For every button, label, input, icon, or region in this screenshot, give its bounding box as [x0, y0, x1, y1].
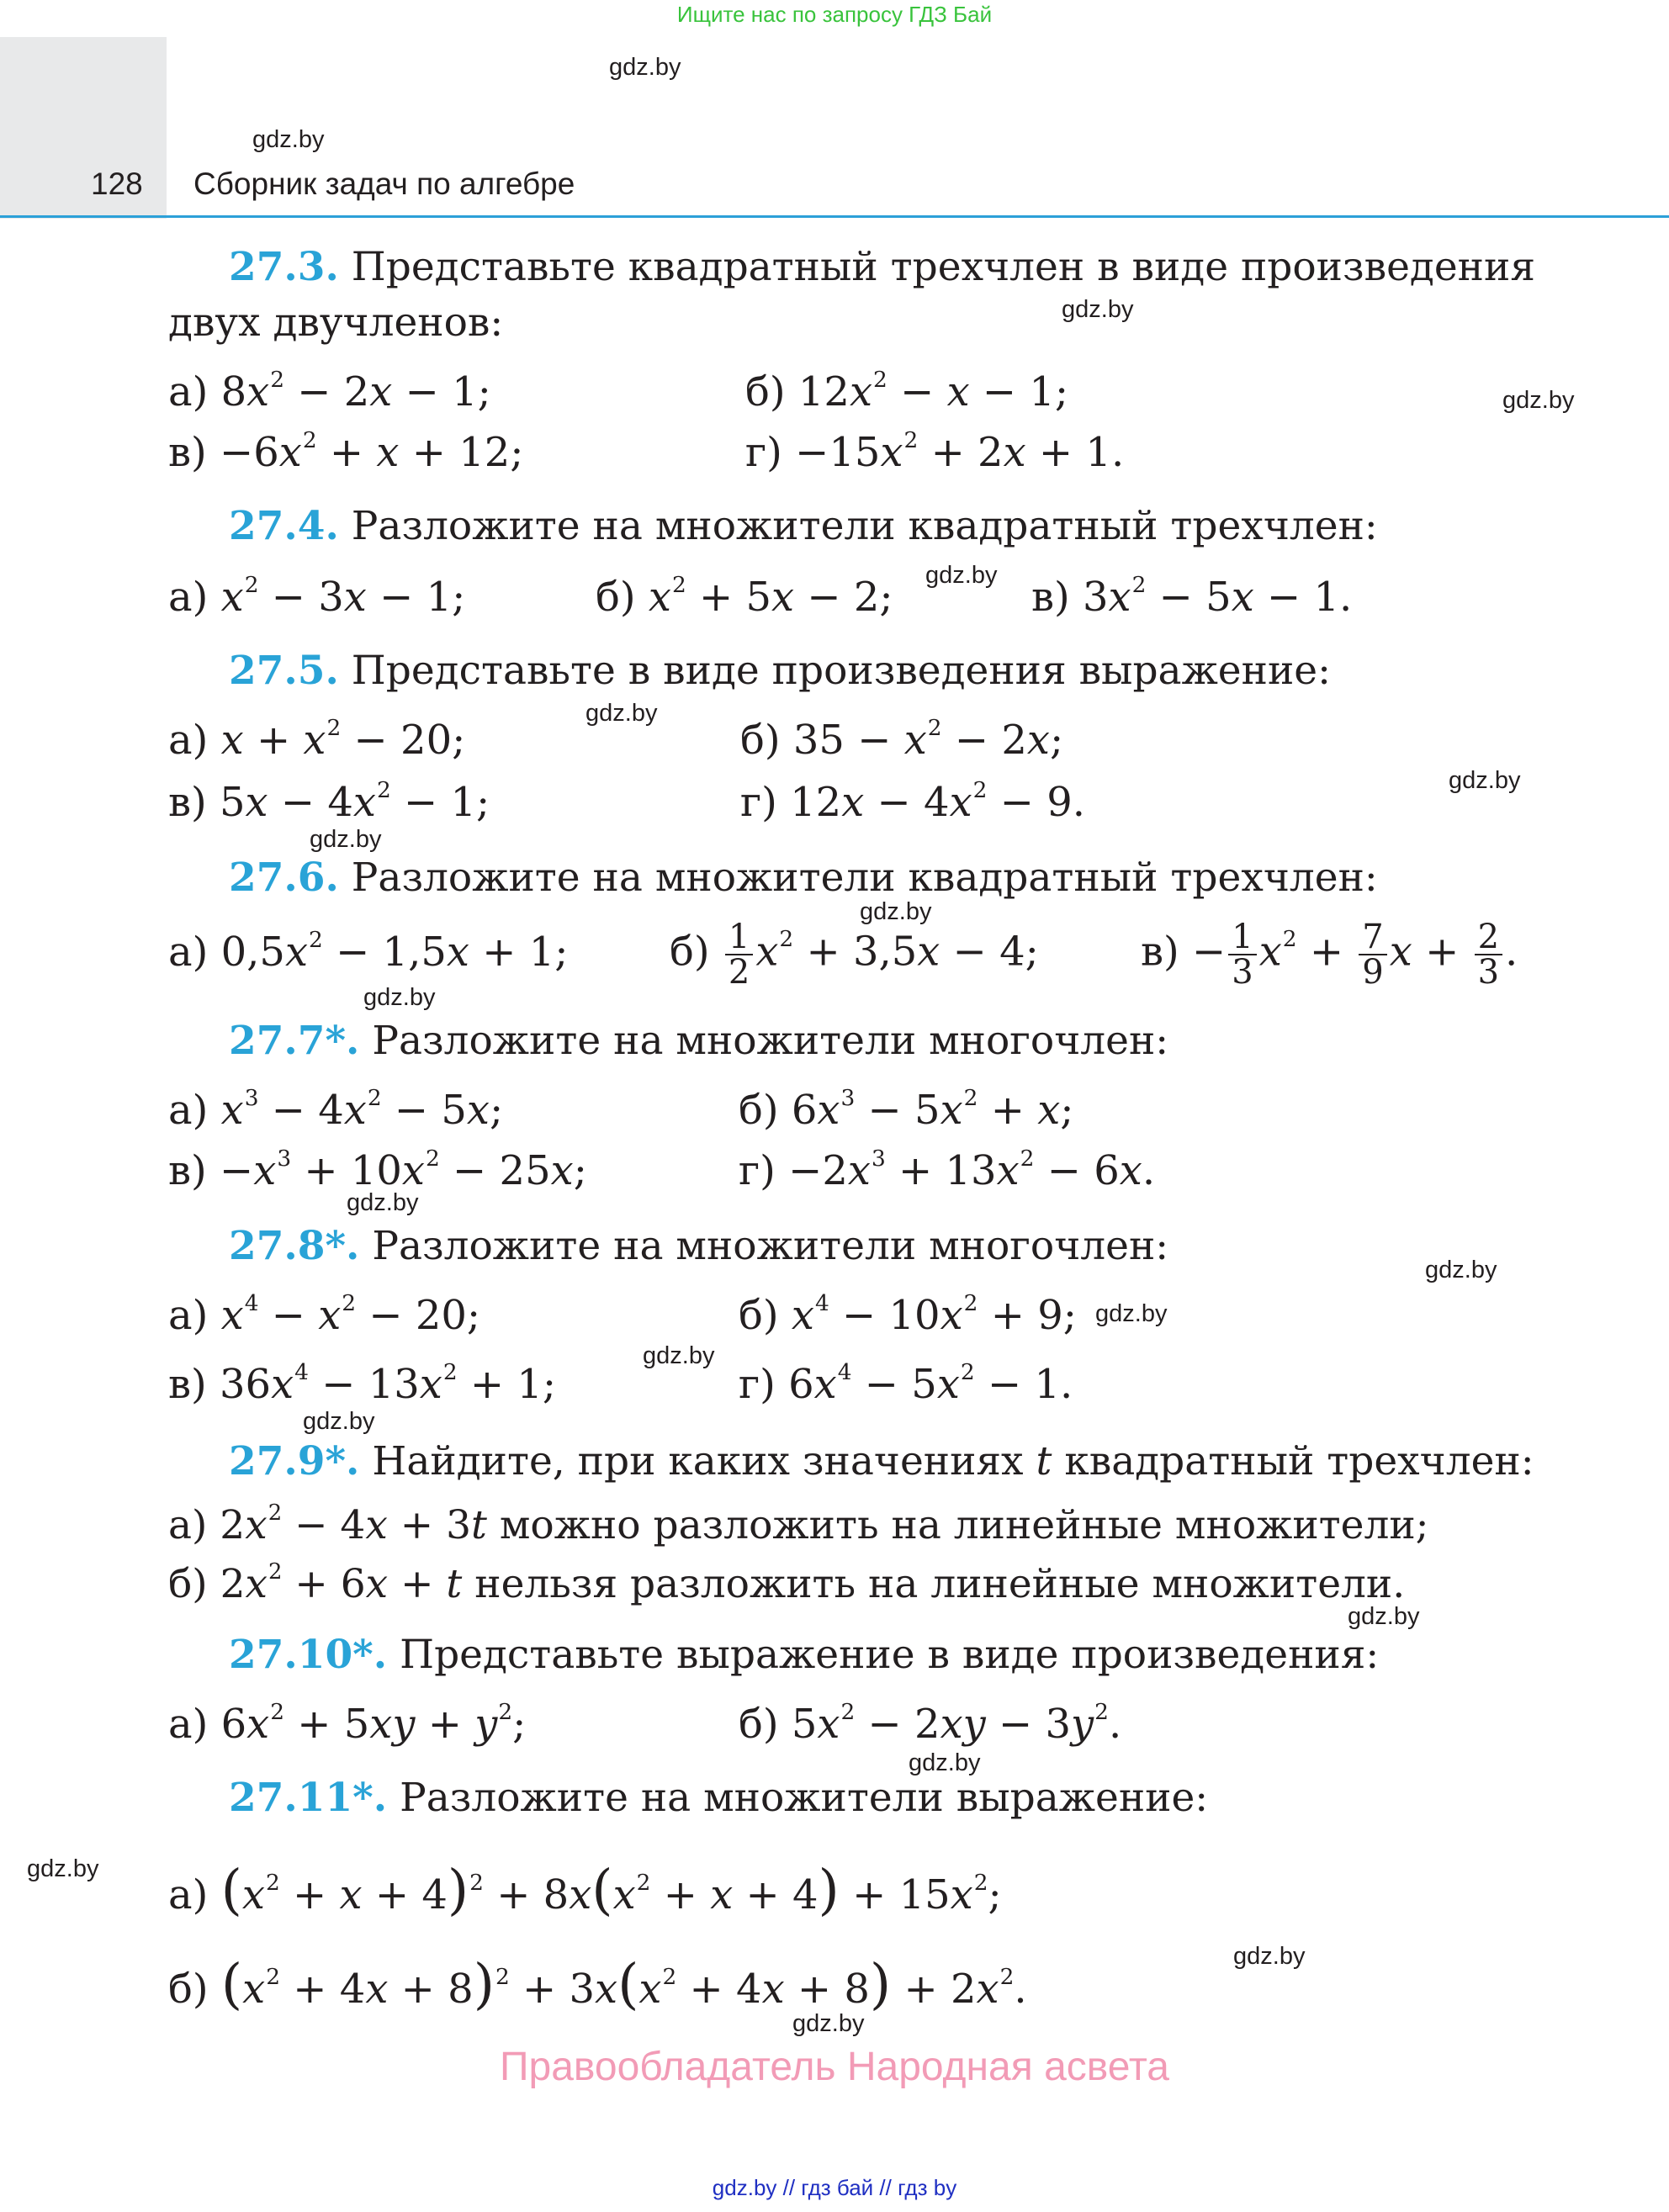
item-label: б) — [739, 1087, 779, 1134]
watermark: gdz.by — [1425, 1257, 1497, 1283]
item-label: б) — [739, 1292, 779, 1339]
problem-27-10-heading — [229, 1632, 1379, 1678]
problem-number: 27.11*. — [229, 1775, 388, 1821]
problem-27-4-heading — [229, 503, 1378, 549]
expression-27-4-v: в) $3x^2 - 5x - 1$. — [1031, 571, 1353, 621]
problem-number: 27.9*. — [229, 1438, 360, 1484]
watermark: gdz.by — [1449, 767, 1521, 794]
problem-text-continuation: двух двучленов: — [168, 299, 504, 346]
watermark: gdz.by — [347, 1189, 419, 1216]
expression-27-7-a: а) $x^3 - 4x^2 - 5x$; — [168, 1084, 504, 1134]
watermark: gdz.by — [643, 1342, 715, 1369]
problem-text: Разложите на множители многочлен: — [372, 1018, 1169, 1064]
item-label: б) — [670, 928, 710, 976]
item-label: а) — [168, 929, 209, 976]
expression-27-8-v: в) $36x^4 - 13x^2 + 1$; — [168, 1358, 557, 1408]
problem-number: 27.7*. — [229, 1018, 360, 1064]
item-label: б) — [596, 574, 636, 621]
watermark: gdz.by — [1348, 1603, 1420, 1630]
item-label: б) — [740, 717, 781, 764]
expression-27-7-v: $в) -x^3 + 10x^2 - 25x$; — [168, 1145, 587, 1194]
problem-27-3-heading — [229, 244, 1535, 290]
fraction: $\frac{1}{3}$ — [1228, 920, 1256, 989]
item-label: а) — [168, 1502, 208, 1548]
problem-number: 27.4. — [229, 503, 339, 549]
problem-text: Разложите на множители квадратный трехчлен: — [351, 855, 1378, 901]
expression-27-4-b: б) $x^2 + 5x - 2$; — [596, 571, 893, 621]
expression-27-5-g: г) $12x - 4x^2 - 9$. — [740, 776, 1085, 826]
problem-number: 27.10*. — [229, 1632, 388, 1678]
copyright-notice: Правообладатель Народная асвета — [500, 2045, 1169, 2089]
expression-27-7-g: $г) -2x^3 + 13x^2 - 6x$. — [739, 1145, 1156, 1194]
watermark: gdz.by — [609, 54, 681, 81]
expression-27-3-v: $в) -6x^2 + x + 12$; — [168, 426, 524, 476]
problem-text: квадратный трехчлен: — [1064, 1438, 1534, 1484]
watermark: gdz.by — [310, 826, 382, 853]
item-label: в) — [168, 429, 207, 476]
bottom-links[interactable]: gdz.by // гдз бай // гдз by — [712, 2175, 957, 2200]
item-label: а) — [168, 1087, 209, 1134]
problem-27-7-heading — [229, 1018, 1168, 1064]
problem-text: Разложите на множители многочлен: — [372, 1223, 1169, 1269]
problem-number: 27.6. — [229, 855, 339, 901]
watermark: gdz.by — [909, 1749, 981, 1776]
item-label: а) — [168, 368, 209, 415]
expression-27-8-b: б) $x^4 - 10x^2 + 9$; — [739, 1289, 1077, 1339]
item-label: г) — [745, 429, 782, 476]
item-label: а) — [168, 1701, 209, 1748]
expression-27-3-b: б) $12x^2 - x - 1$; — [745, 366, 1069, 415]
problem-text: Разложите на множители выражение: — [400, 1775, 1209, 1821]
watermark: gdz.by — [792, 2010, 865, 2037]
statement-text: можно разложить на линейные множители; — [499, 1502, 1429, 1548]
item-label: г) — [739, 1361, 776, 1408]
page-number: 128 — [91, 167, 143, 201]
problem-27-8-heading — [229, 1223, 1168, 1269]
item-label: в) — [1031, 574, 1070, 621]
watermark: gdz.by — [1233, 1943, 1306, 1970]
item-label: а) — [168, 1871, 209, 1918]
watermark: gdz.by — [860, 898, 932, 925]
item-label: г) — [740, 779, 777, 826]
statement-text: нельзя разложить на линейные множители. — [474, 1561, 1406, 1607]
item-label: б) — [739, 1701, 779, 1748]
variable-t: t — [1036, 1438, 1052, 1484]
watermark: gdz.by — [585, 700, 658, 727]
header-divider — [0, 215, 1669, 218]
problem-27-9-heading — [229, 1438, 1534, 1484]
expression-27-3-a: а) $8x^2 - 2x - 1$; — [168, 366, 491, 415]
expression-27-10-a: а) $6x^2 + 5xy + y^2$; — [168, 1698, 527, 1748]
problem-number: 27.8*. — [229, 1223, 360, 1269]
problem-27-6-heading — [229, 855, 1378, 901]
item-label: б) — [168, 1966, 209, 2013]
statement-27-9-a: а) $2x^2 - 4x + 3t$ можно разложить на линейные множители; — [168, 1500, 1429, 1548]
watermark: gdz.by — [1062, 296, 1134, 323]
problem-text: Представьте квадратный трехчлен в виде произведения — [351, 244, 1535, 290]
problem-27-11-heading — [229, 1775, 1208, 1821]
expression-27-3-g: $г) -15x^2 + 2x + 1$. — [745, 426, 1125, 476]
expression-27-7-b: б) $6x^3 - 5x^2 + x$; — [739, 1084, 1074, 1134]
item-label: а) — [168, 717, 209, 764]
fraction: $\frac{2}{3}$ — [1475, 920, 1502, 989]
fraction: $\frac{1}{2}$ — [725, 920, 753, 989]
running-title: Сборник задач по алгебре — [193, 167, 575, 201]
watermark: gdz.by — [27, 1855, 99, 1882]
problem-number: 27.3. — [229, 244, 339, 290]
problem-27-5-heading — [229, 648, 1331, 694]
problem-text: Представьте выражение в виде произведения: — [400, 1632, 1380, 1678]
expression-27-5-a: а) $x + x^2 - 20$; — [168, 714, 466, 764]
item-label: в) — [168, 1361, 207, 1408]
expression-27-6-v: в) − $\frac{1}{3}$ $x^2$ + $\frac{7}{9}$ x + $\frac{2}{3}$ . — [1141, 918, 1518, 992]
watermark: gdz.by — [363, 984, 436, 1011]
expression-27-11-a: а) $(x^2 + x + 4)^2 + 8x(x^2 + x + 4) + 15x^2$; — [168, 1859, 1002, 1922]
item-label: б) — [168, 1561, 208, 1607]
expression-27-11-b: б) $(x^2 + 4x + 8)^2 + 3x(x^2 + 4x + 8) + 2x^2$. — [168, 1953, 1027, 2016]
expression-27-6-b: б) $\frac{1}{2}$ $x^2 + 3,5x - 4$; — [670, 918, 1039, 992]
watermark: gdz.by — [1502, 387, 1575, 414]
watermark: gdz.by — [925, 562, 998, 589]
watermark: gdz.by — [303, 1408, 375, 1435]
item-label: в) — [168, 1147, 207, 1194]
item-label: в) — [1141, 928, 1179, 976]
item-label: в) — [168, 779, 207, 826]
expression-27-8-a: а) $x^4 - x^2 - 20$; — [168, 1289, 481, 1339]
problem-number: 27.5. — [229, 648, 339, 694]
expression-27-10-b: б) $5x^2 - 2xy - 3y^2$. — [739, 1698, 1122, 1748]
statement-27-9-b: б) $2x^2 + 6x + t$ нельзя разложить на линейные множители. — [168, 1559, 1406, 1607]
problem-text: Представьте в виде произведения выражение: — [351, 648, 1331, 694]
top-banner[interactable]: Ищите нас по запросу ГДЗ Бай — [676, 2, 993, 27]
expression-27-5-v: в) $5x - 4x^2 - 1$; — [168, 776, 490, 826]
item-label: а) — [168, 574, 209, 621]
item-label: б) — [745, 368, 786, 415]
problem-text: Найдите, при каких значениях — [372, 1438, 1024, 1484]
expression-27-6-a: а) $0,5x^2 - 1,5x + 1$; — [168, 926, 569, 976]
problem-text: Разложите на множители квадратный трехчлен: — [351, 503, 1378, 549]
expression-27-4-a: а) $x^2 - 3x - 1$; — [168, 571, 466, 621]
watermark: gdz.by — [1095, 1300, 1168, 1327]
watermark: gdz.by — [252, 126, 325, 153]
item-label: г) — [739, 1147, 776, 1194]
item-label: а) — [168, 1292, 209, 1339]
expression-27-5-b: б) $35 - x^2 - 2x$; — [740, 714, 1064, 764]
fraction: $\frac{7}{9}$ — [1359, 920, 1386, 989]
expression-27-8-g: г) $6x^4 - 5x^2 - 1$. — [739, 1358, 1073, 1408]
